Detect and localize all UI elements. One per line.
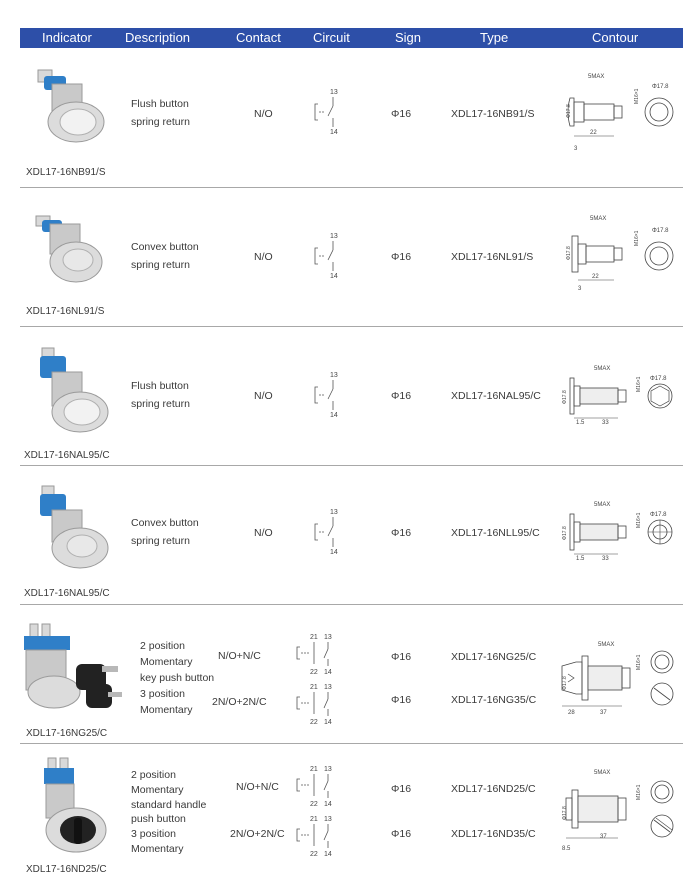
header-sign: Sign xyxy=(395,30,422,45)
svg-text:5MAX: 5MAX xyxy=(598,642,615,648)
svg-text:1.5: 1.5 xyxy=(576,420,585,426)
contour-drawing xyxy=(556,70,682,154)
row-sign: Φ16 xyxy=(391,251,412,263)
svg-text:5MAX: 5MAX xyxy=(590,216,607,222)
product-photo-flush-button-blue-base xyxy=(30,344,114,436)
svg-text:M16×1: M16×1 xyxy=(634,88,640,104)
circuit-symbol-no xyxy=(312,369,352,421)
svg-text:22: 22 xyxy=(310,669,318,676)
row-description-line1: 2 position xyxy=(140,640,185,652)
row-description-line3: standard handle xyxy=(131,799,207,811)
svg-text:13: 13 xyxy=(324,816,332,823)
row-description-line2: spring return xyxy=(131,535,190,547)
svg-text:Φ17.8: Φ17.8 xyxy=(562,390,568,404)
row-model-label: XDL17-16ND25/C xyxy=(26,864,107,875)
svg-text:14: 14 xyxy=(324,719,332,726)
row-separator xyxy=(20,743,683,744)
svg-text:Φ17.8: Φ17.8 xyxy=(652,228,669,234)
row-separator xyxy=(20,326,683,327)
row-sign-variant-a: Φ16 xyxy=(391,783,412,795)
svg-text:13: 13 xyxy=(324,766,332,773)
svg-text:5MAX: 5MAX xyxy=(594,770,611,776)
row-separator xyxy=(20,187,683,188)
svg-text:33: 33 xyxy=(602,556,609,562)
row-description-line5: Momentary xyxy=(140,704,193,716)
header-circuit: Circuit xyxy=(313,30,350,45)
row-type: XDL17-16NB91/S xyxy=(451,108,535,120)
header-description: Description xyxy=(125,30,191,45)
contour-drawing xyxy=(556,212,682,296)
svg-text:14: 14 xyxy=(324,801,332,808)
svg-text:21: 21 xyxy=(310,766,318,773)
row-contact: N/O xyxy=(254,108,273,120)
svg-text:22: 22 xyxy=(310,801,318,808)
svg-text:22: 22 xyxy=(310,719,318,726)
svg-text:28: 28 xyxy=(568,710,575,716)
svg-text:21: 21 xyxy=(310,684,318,691)
row-description-line4: 3 position xyxy=(140,688,185,700)
row-description-line2: spring return xyxy=(131,259,190,271)
svg-text:13: 13 xyxy=(330,233,338,240)
svg-text:Φ17.8: Φ17.8 xyxy=(566,104,572,118)
circuit-symbol-no-nc-a xyxy=(294,630,340,676)
row-contact-variant-b: 2N/O+2N/C xyxy=(230,828,285,840)
svg-text:M16×1: M16×1 xyxy=(636,512,642,528)
svg-text:13: 13 xyxy=(330,372,338,379)
header-type: Type xyxy=(480,30,509,45)
svg-text:13: 13 xyxy=(330,89,338,96)
row-type-variant-a: XDL17-16NG25/C xyxy=(451,651,537,663)
svg-text:33: 33 xyxy=(602,420,609,426)
table-header xyxy=(20,28,683,48)
product-photo-flush-button xyxy=(30,64,110,146)
svg-text:14: 14 xyxy=(324,851,332,858)
row-model-label: XDL17-16NAL95/C xyxy=(24,588,110,599)
row-description-line2: Momentary xyxy=(140,656,193,668)
contour-drawing xyxy=(548,764,682,854)
svg-text:M16×1: M16×1 xyxy=(636,376,642,392)
svg-text:Φ17.8: Φ17.8 xyxy=(650,376,667,382)
row-description-line6: Momentary xyxy=(131,843,184,855)
row-contact-variant-a: N/O+N/C xyxy=(236,781,279,793)
row-model-label: XDL17-16NB91/S xyxy=(26,167,106,178)
svg-text:Φ17.8: Φ17.8 xyxy=(562,806,568,820)
contour-drawing xyxy=(548,362,682,428)
header-contour: Contour xyxy=(592,30,639,45)
row-type: XDL17-16NLL95/C xyxy=(451,527,540,539)
row-separator xyxy=(20,604,683,605)
svg-text:M16×1: M16×1 xyxy=(634,230,640,246)
row-description-line3: key push button xyxy=(140,672,215,684)
product-photo-convex-button xyxy=(30,208,110,288)
header-contact: Contact xyxy=(236,30,281,45)
svg-text:14: 14 xyxy=(330,412,338,419)
svg-text:14: 14 xyxy=(324,669,332,676)
svg-text:13: 13 xyxy=(324,684,332,691)
row-description-line2: Momentary xyxy=(131,784,184,796)
row-model-label: XDL17-16NAL95/C xyxy=(24,450,110,461)
svg-text:21: 21 xyxy=(310,816,318,823)
row-contact: N/O xyxy=(254,527,273,539)
svg-text:37: 37 xyxy=(600,710,607,716)
product-photo-selector-handle xyxy=(30,754,114,858)
circuit-symbol-no-nc-b xyxy=(294,812,340,858)
svg-text:22: 22 xyxy=(590,130,597,136)
row-description-line1: Flush button xyxy=(131,98,189,110)
contour-drawing xyxy=(548,498,682,564)
svg-text:Φ17.8: Φ17.8 xyxy=(652,84,669,90)
svg-text:8.5: 8.5 xyxy=(562,846,571,852)
circuit-symbol-no xyxy=(312,506,352,558)
row-sign: Φ16 xyxy=(391,527,412,539)
svg-text:5MAX: 5MAX xyxy=(594,502,611,508)
row-description-line4: push button xyxy=(131,813,186,825)
row-contact-variant-b: 2N/O+2N/C xyxy=(212,696,267,708)
row-description-line1: Convex button xyxy=(131,241,199,253)
row-sign-variant-a: Φ16 xyxy=(391,651,412,663)
svg-text:3: 3 xyxy=(574,146,578,152)
contour-drawing xyxy=(548,636,682,716)
row-sign: Φ16 xyxy=(391,108,412,120)
circuit-symbol-no-nc-a xyxy=(294,762,340,808)
circuit-symbol-no-nc-b xyxy=(294,680,340,726)
row-sign: Φ16 xyxy=(391,390,412,402)
row-description-line5: 3 position xyxy=(131,828,176,840)
svg-text:22: 22 xyxy=(310,851,318,858)
svg-text:21: 21 xyxy=(310,634,318,641)
svg-text:Φ17.8: Φ17.8 xyxy=(650,512,667,518)
row-type-variant-b: XDL17-16NG35/C xyxy=(451,694,537,706)
svg-text:14: 14 xyxy=(330,129,338,136)
row-contact: N/O xyxy=(254,251,273,263)
svg-text:14: 14 xyxy=(330,273,338,280)
circuit-symbol-no xyxy=(312,230,352,282)
row-sign-variant-b: Φ16 xyxy=(391,828,412,840)
row-contact-variant-a: N/O+N/C xyxy=(218,650,261,662)
row-description-line2: spring return xyxy=(131,116,190,128)
row-contact: N/O xyxy=(254,390,273,402)
row-type: XDL17-16NAL95/C xyxy=(451,390,541,402)
svg-text:5MAX: 5MAX xyxy=(588,74,605,80)
svg-text:Φ17.8: Φ17.8 xyxy=(562,526,568,540)
row-type-variant-b: XDL17-16ND35/C xyxy=(451,828,536,840)
svg-text:13: 13 xyxy=(324,634,332,641)
svg-text:37: 37 xyxy=(600,834,607,840)
svg-text:5MAX: 5MAX xyxy=(594,366,611,372)
svg-text:14: 14 xyxy=(330,549,338,556)
row-description-line1: 2 position xyxy=(131,769,176,781)
svg-text:3: 3 xyxy=(578,286,582,292)
row-model-label: XDL17-16NL91/S xyxy=(26,306,105,317)
row-description-line1: Convex button xyxy=(131,517,199,529)
row-type: XDL17-16NL91/S xyxy=(451,251,534,263)
svg-text:13: 13 xyxy=(330,509,338,516)
svg-text:Φ17.8: Φ17.8 xyxy=(562,676,568,690)
row-type-variant-a: XDL17-16ND25/C xyxy=(451,783,536,795)
product-photo-key-switch xyxy=(16,620,124,716)
product-photo-convex-button-blue-base xyxy=(30,482,114,572)
row-separator xyxy=(20,465,683,466)
svg-text:Φ17.8: Φ17.8 xyxy=(566,246,572,260)
svg-text:1.5: 1.5 xyxy=(576,556,585,562)
circuit-symbol-no xyxy=(312,86,352,138)
row-description-line2: spring return xyxy=(131,398,190,410)
svg-text:M16×1: M16×1 xyxy=(636,654,642,670)
row-model-label: XDL17-16NG25/C xyxy=(26,728,108,739)
header-indicator: Indicator xyxy=(42,30,92,45)
row-description-line1: Flush button xyxy=(131,380,189,392)
row-sign-variant-b: Φ16 xyxy=(391,694,412,706)
svg-text:22: 22 xyxy=(592,274,599,280)
svg-text:M16×1: M16×1 xyxy=(636,784,642,800)
